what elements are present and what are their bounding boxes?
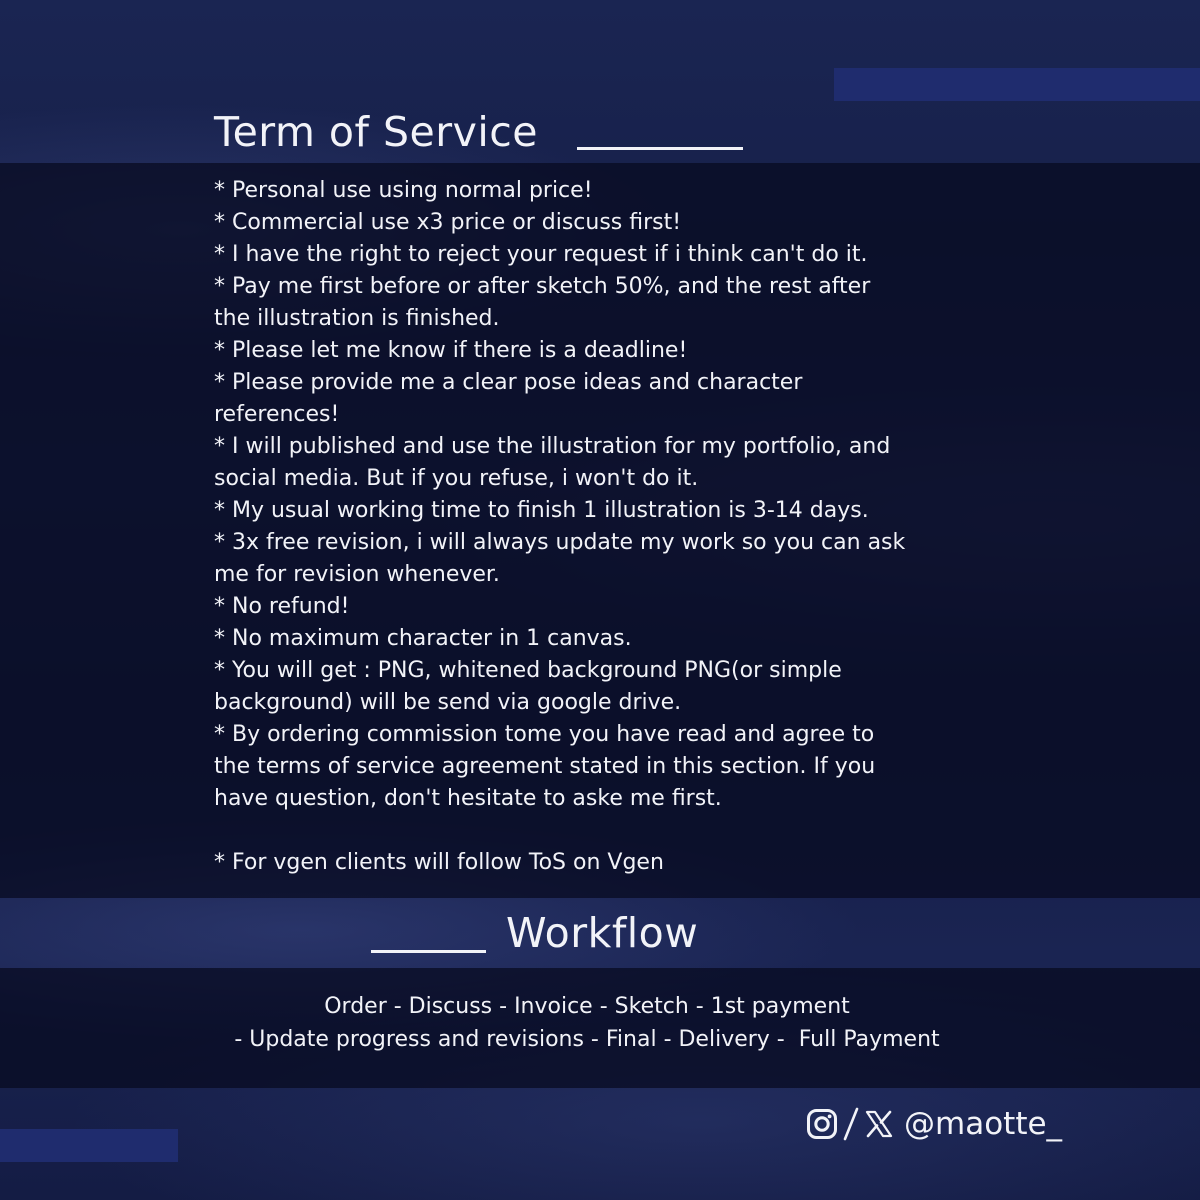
- terms-line: * No refund!: [214, 594, 350, 619]
- workflow-line-2: - Update progress and revisions - Final - Delivery - Full Payment: [234, 1027, 940, 1052]
- terms-line: * No maximum character in 1 canvas.: [214, 626, 632, 651]
- workflow-line-1: Order - Discuss - Invoice - Sketch - 1st payment: [324, 994, 850, 1019]
- terms-line: * I will published and use the illustration for my portfolio, and: [214, 434, 891, 459]
- terms-line-vgen: * For vgen clients will follow ToS on Vgen: [214, 850, 664, 875]
- social-handle-text[interactable]: @maotte_: [904, 1106, 1063, 1142]
- workflow-title: Workflow: [506, 909, 699, 957]
- title-underline: [577, 147, 743, 150]
- terms-line: * 3x free revision, i will always update my work so you can ask: [214, 530, 906, 555]
- terms-line: * You will get : PNG, whitened background PNG(or simple: [214, 658, 842, 683]
- terms-line: * Please provide me a clear pose ideas and character: [214, 370, 803, 395]
- terms-line: * Personal use using normal price!: [214, 178, 593, 203]
- terms-line: * Pay me first before or after sketch 50%, and the rest after: [214, 274, 871, 299]
- x-icon[interactable]: [864, 1109, 894, 1139]
- terms-line: * By ordering commission tome you have read and agree to: [214, 722, 875, 747]
- accent-bar-bottom: [0, 1129, 178, 1162]
- terms-list: [214, 175, 1014, 879]
- terms-line: the terms of service agreement stated in this section. If you: [214, 754, 876, 779]
- terms-line: * Commercial use x3 price or discuss first!: [214, 210, 682, 235]
- separator-slash: [838, 1106, 864, 1142]
- workflow-underline: [371, 950, 486, 953]
- page-title: Term of Service: [214, 108, 538, 156]
- terms-line: * Please let me know if there is a deadline!: [214, 338, 688, 363]
- terms-line: have question, don't hesitate to aske me first.: [214, 786, 722, 811]
- accent-bar-top: [834, 68, 1200, 101]
- terms-line: background) will be send via google drive.: [214, 690, 682, 715]
- workflow-steps: [0, 990, 1174, 1056]
- social-handle[interactable]: [806, 1102, 1062, 1146]
- terms-line: references!: [214, 402, 340, 427]
- terms-line: * My usual working time to finish 1 illustration is 3-14 days.: [214, 498, 869, 523]
- terms-line: * I have the right to reject your request if i think can't do it.: [214, 242, 868, 267]
- terms-line: the illustration is finished.: [214, 306, 500, 331]
- instagram-icon[interactable]: [806, 1108, 838, 1140]
- terms-line: me for revision whenever.: [214, 562, 500, 587]
- terms-line: social media. But if you refuse, i won't do it.: [214, 466, 699, 491]
